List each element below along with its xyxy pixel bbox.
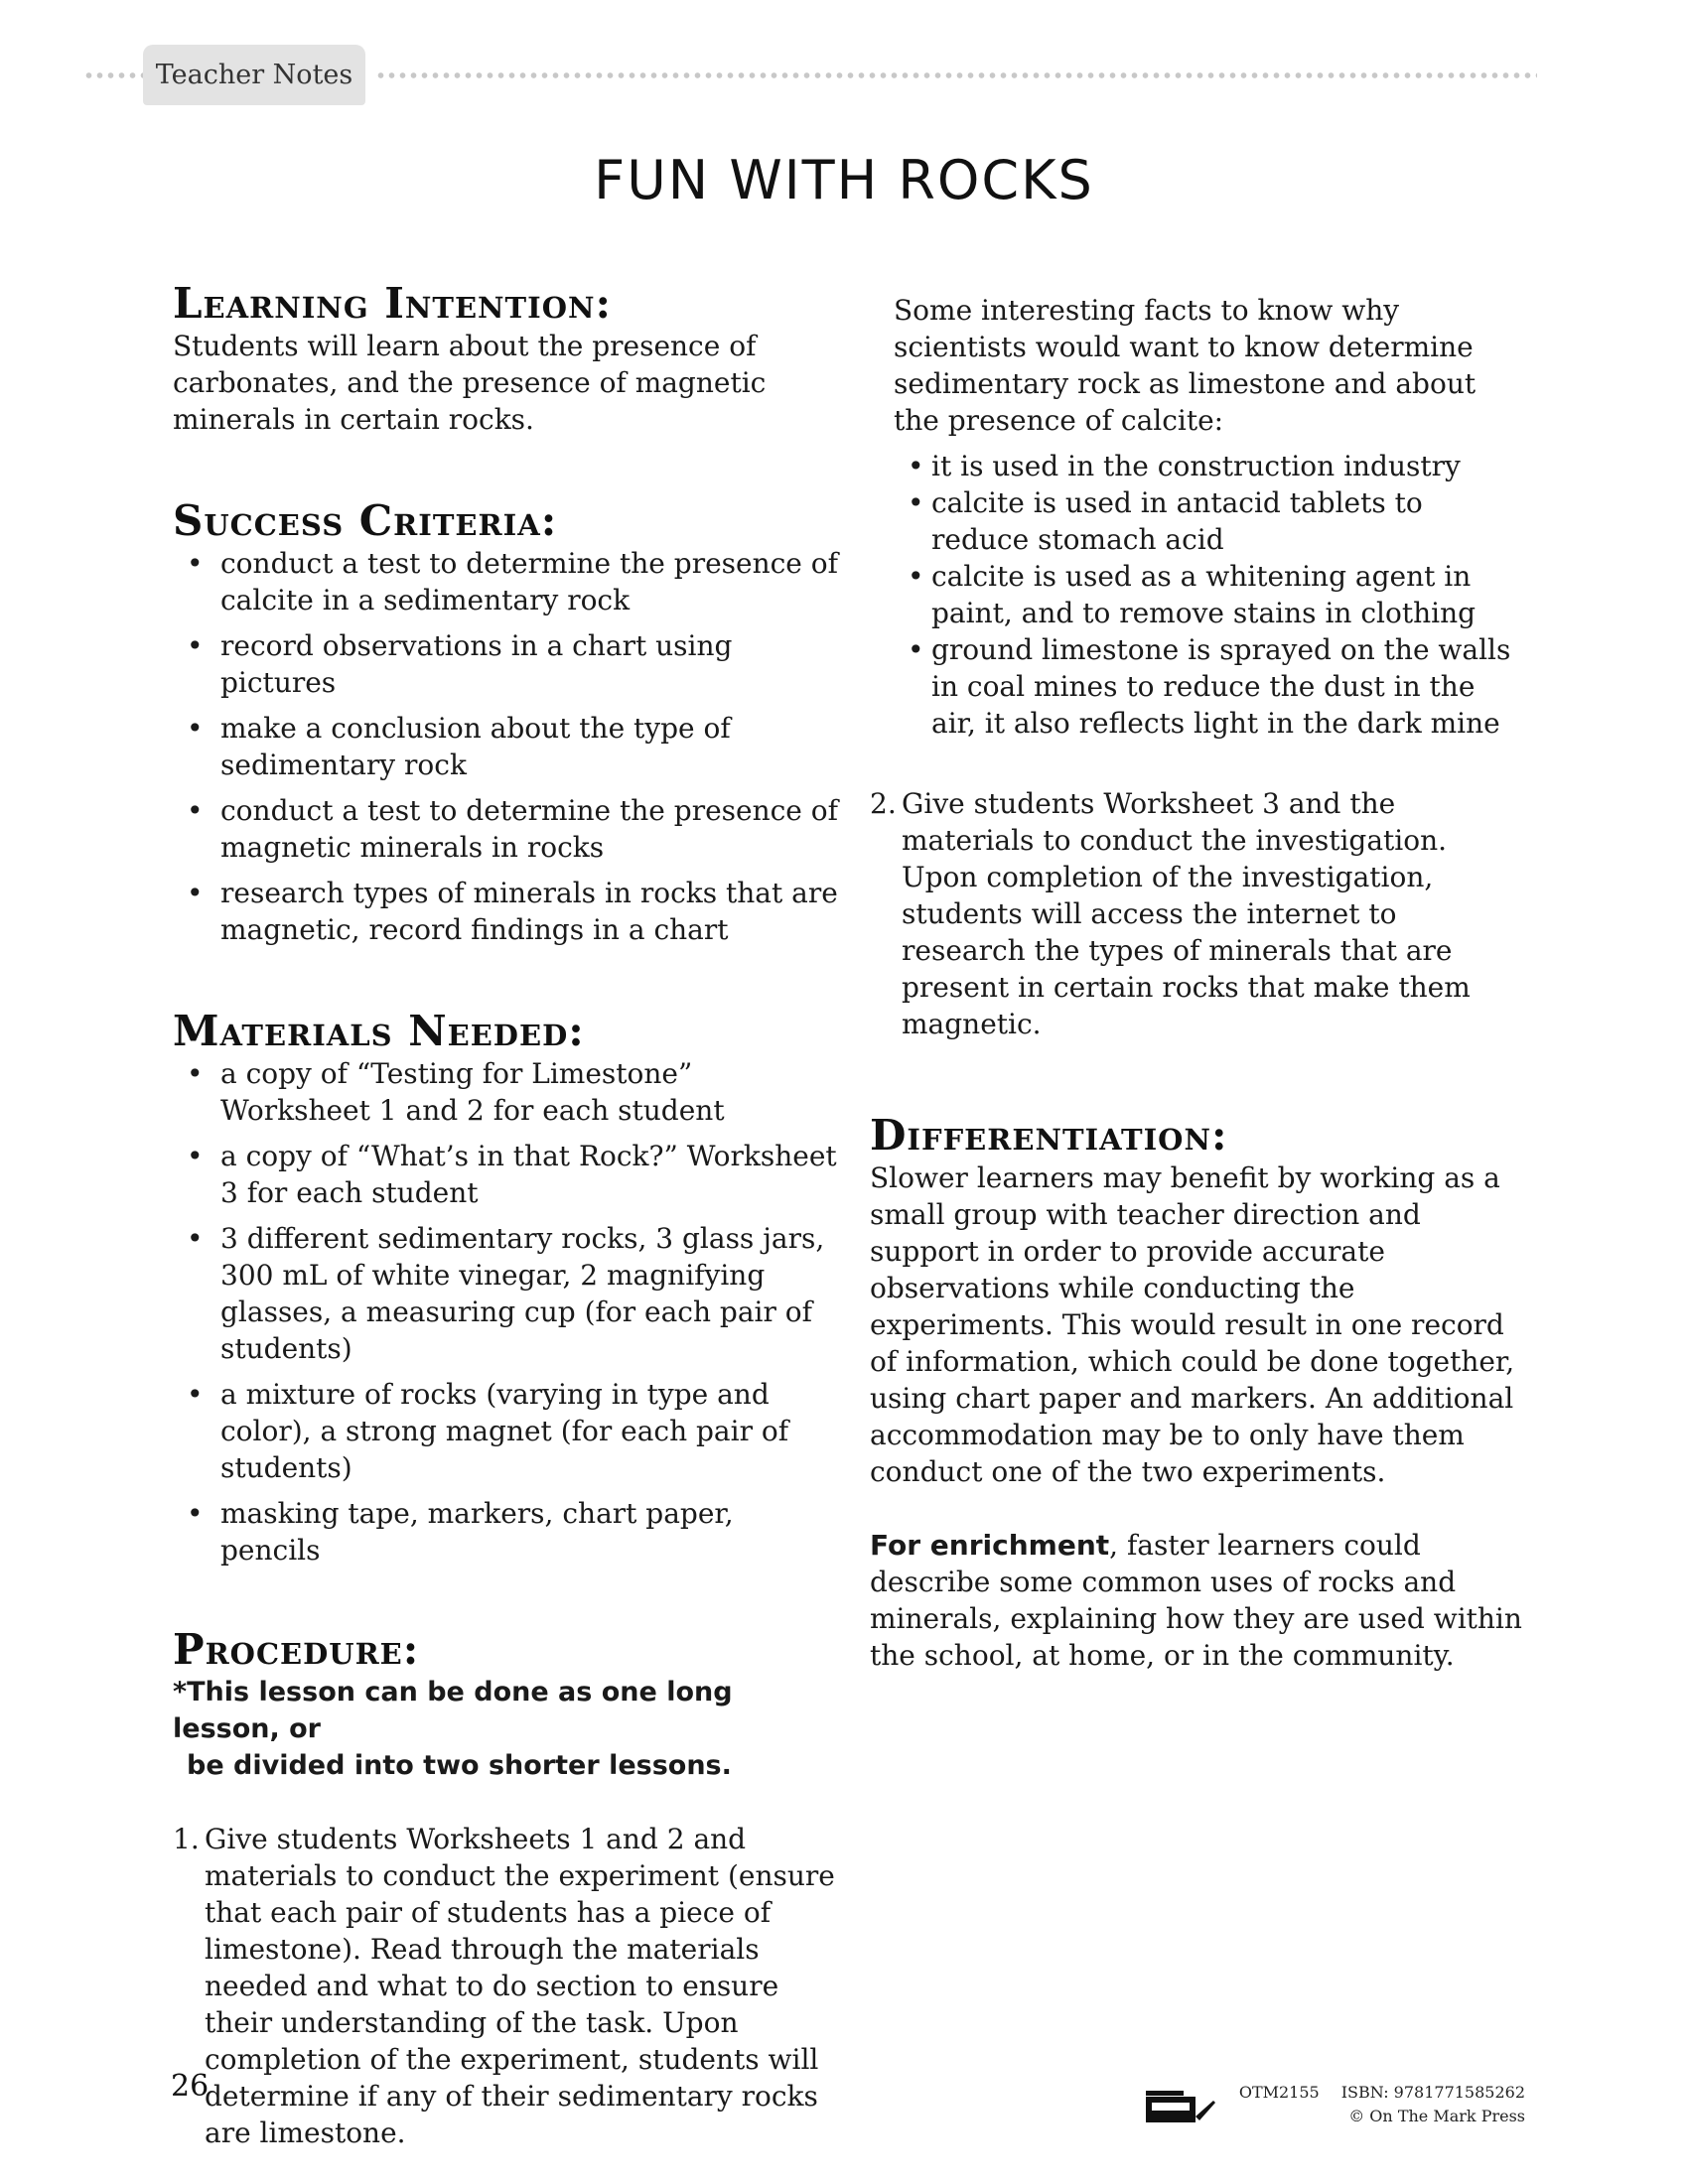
page-title: FUN WITH ROCKS — [594, 149, 1094, 211]
left-column — [173, 280, 838, 2151]
step-text: Give students Worksheet 3 and the materials to conduct the investigation. Upon completion of the investigation, students will access the internet to research the types of minerals that are present in certain rocks that make them magnetic. — [902, 787, 1471, 1040]
step-number: 1. — [173, 1823, 200, 1855]
page-number: 26 — [171, 2069, 210, 2104]
publisher-logo-icon — [1144, 2087, 1217, 2126]
header-dots-left — [83, 71, 143, 79]
list-item: • make a conclusion about the type of sedimentary rock — [173, 710, 838, 783]
procedure-heading: Procedure: — [173, 1625, 420, 1674]
footer-line-1 — [1239, 2081, 1525, 2105]
learning-intention-text: Students will learn about the presence of carbonates, and the presence of magnetic minerals in certain rocks. — [173, 330, 767, 436]
list-item: • calcite is used as a whitening agent in paint, and to remove stains in clothing — [894, 558, 1525, 631]
learning-intention-section — [173, 280, 838, 438]
success-criteria-list — [173, 545, 838, 948]
procedure-step-1 — [173, 1821, 838, 2151]
header-dots-right — [375, 71, 1537, 79]
procedure-steps-continued — [870, 785, 1525, 1042]
step-text: Give students Worksheets 1 and 2 and materials to conduct the experiment (ensure that each pair of students has a piece of limestone). Read through the materials needed and what to do section to ensure their understanding of the task. Upon completion of the experiment, students will determine if any of their sedimentary rocks are limestone. — [205, 1823, 835, 2149]
copyright: © On The Mark Press — [1348, 2107, 1525, 2125]
learning-intention-heading: Learning Intention: — [173, 279, 612, 328]
right-column — [870, 292, 1525, 1674]
procedure-note-line-2: be divided into two shorter lessons. — [187, 1750, 732, 1781]
procedure-section — [173, 1626, 838, 2151]
list-item: • a mixture of rocks (varying in type and color), a strong magnet (for each pair of students) — [173, 1376, 838, 1486]
procedure-step-2 — [870, 785, 1525, 1042]
list-item: • it is used in the construction industry — [894, 448, 1525, 484]
materials-list — [173, 1055, 838, 1569]
differentiation-section — [870, 1112, 1525, 1674]
facts-intro: Some interesting facts to know why scientists would want to know determine sedimentary rock as limestone and about the presence of calcite: — [894, 294, 1477, 437]
step-number: 2. — [870, 787, 897, 820]
list-item: • a copy of “Testing for Limestone” Worksheet 1 and 2 for each student — [173, 1055, 838, 1129]
enrichment-lead: For enrichment — [870, 1529, 1110, 1562]
enrichment-body: , faster learners could describe some common uses of rocks and minerals, explaining how they are used within the school, at home, or in the community. — [870, 1529, 1522, 1672]
list-item: • calcite is used in antacid tablets to reduce stomach acid — [894, 484, 1525, 558]
product-code: OTM2155 — [1238, 2083, 1320, 2102]
list-item: • ground limestone is sprayed on the walls in coal mines to reduce the dust in the air, it also reflects light in the dark mine — [894, 631, 1525, 742]
isbn: ISBN: 9781771585262 — [1340, 2083, 1525, 2102]
list-item: • a copy of “What’s in that Rock?” Worksheet 3 for each student — [173, 1138, 838, 1211]
success-criteria-heading: Success Criteria: — [173, 496, 558, 545]
list-item: • masking tape, markers, chart paper, pencils — [173, 1495, 838, 1569]
facts-block — [870, 292, 1525, 742]
differentiation-heading: Differentiation: — [870, 1111, 1228, 1160]
list-item: • record observations in a chart using pictures — [173, 627, 838, 701]
teacher-notes-tab: Teacher Notes — [143, 45, 365, 105]
list-item: • research types of minerals in rocks that are magnetic, record findings in a chart — [173, 875, 838, 948]
materials-needed-heading: Materials Needed: — [173, 1007, 585, 1055]
enrichment-text — [870, 1527, 1525, 1674]
success-criteria-section — [173, 497, 838, 948]
list-item: • conduct a test to determine the presence of calcite in a sedimentary rock — [173, 545, 838, 618]
differentiation-text: Slower learners may benefit by working as a small group with teacher direction and support in order to provide accurate observations while conducting the experiments. This would result in one record of information, which could be done together, using chart paper and markers. An additional accommodation may be to only have them conduct one of the two experiments. — [870, 1161, 1515, 1488]
procedure-note-line-1: *This lesson can be done as one long lesson, or — [173, 1677, 733, 1744]
list-item: • conduct a test to determine the presence of magnetic minerals in rocks — [173, 792, 838, 866]
procedure-steps — [173, 1821, 838, 2151]
footer-info — [1239, 2081, 1525, 2128]
procedure-note — [173, 1674, 838, 1784]
list-item: • 3 different sedimentary rocks, 3 glass jars, 300 mL of white vinegar, 2 magnifying glasses, a measuring cup (for each pair of students) — [173, 1220, 838, 1367]
materials-needed-section — [173, 1008, 838, 1569]
facts-list — [894, 448, 1525, 742]
